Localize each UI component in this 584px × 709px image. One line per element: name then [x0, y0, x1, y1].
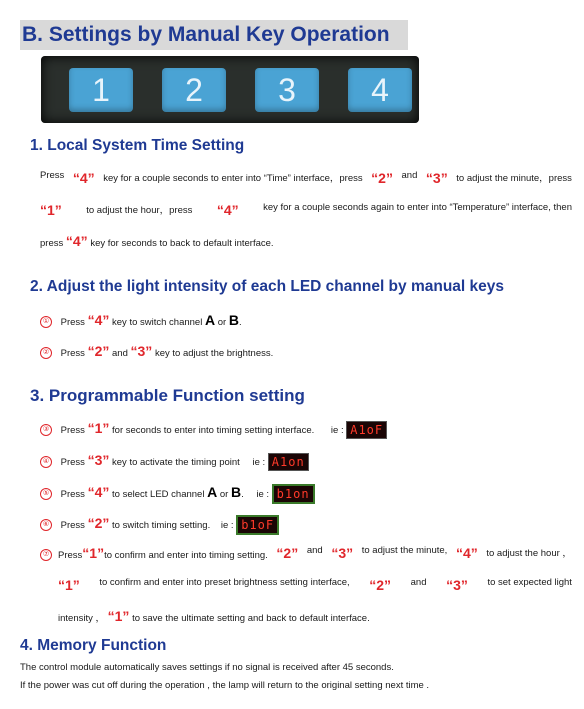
s1-line-1: [40, 170, 572, 186]
text: and: [306, 545, 323, 556]
text: Press: [60, 489, 85, 500]
text: or: [219, 489, 229, 500]
text: to adjust the minute,: [361, 545, 448, 556]
key-ref: “4”: [65, 233, 88, 249]
key-ref: “3”: [130, 343, 153, 359]
key-4: 4: [348, 68, 412, 112]
section-2-heading: 2. Adjust the light intensity of each LED channel by manual keys: [30, 278, 504, 295]
s3-item-5-line-3: [58, 608, 370, 624]
text: ie :: [256, 489, 270, 500]
text: and: [410, 577, 427, 588]
key-ref: “3”: [87, 452, 110, 468]
bullet-number: ④: [40, 456, 52, 468]
text: to switch timing setting.: [112, 520, 211, 531]
text: for seconds to enter into timing setting interface.: [112, 425, 315, 436]
key-ref: “4”: [72, 170, 95, 186]
text: Press: [60, 520, 85, 531]
text: key to adjust the brightness.: [154, 348, 274, 359]
key-ref: “1”: [40, 202, 62, 218]
text: .: [241, 489, 244, 500]
text: to select LED channel: [112, 489, 205, 500]
s3-item-3: [40, 484, 315, 504]
bullet-number: ②: [40, 347, 52, 359]
s3-item-5-line-1: [40, 545, 572, 561]
key-ref: “4”: [216, 202, 239, 218]
s4-line-1: The control module automatically saves settings if no signal is received after 45 seconds.: [20, 662, 394, 673]
key-3: 3: [255, 68, 319, 112]
key-ref: “2”: [276, 545, 299, 561]
key-ref: “2”: [87, 515, 110, 531]
text: Press: [58, 550, 83, 561]
key-ref: “4”: [87, 312, 110, 328]
bullet-number: ⑥: [40, 519, 52, 531]
s1-line-3: [40, 233, 274, 249]
led-display: b1on: [272, 484, 315, 504]
text: to adjust the hour，press: [86, 205, 193, 216]
text: to set expected light: [487, 577, 572, 588]
text: to adjust the hour ，: [486, 548, 572, 559]
text: Press: [60, 457, 85, 468]
page-title: B. Settings by Manual Key Operation: [22, 23, 390, 46]
led-display: b1oF: [236, 515, 279, 535]
bullet-number: ③: [40, 424, 52, 436]
text: key to switch channel: [112, 317, 203, 328]
channel-letter: A: [204, 312, 216, 328]
bullet-number: ⑦: [40, 549, 52, 561]
s1-line-2: [40, 202, 572, 218]
s3-item-1: [40, 420, 387, 439]
text: to confirm and enter into timing setting.: [104, 550, 268, 561]
bullet-number: ⑤: [40, 488, 52, 500]
s2-item-2: [40, 343, 273, 359]
channel-letter: B: [228, 312, 239, 328]
section-1-heading: 1. Local System Time Setting: [30, 137, 245, 154]
key-ref: “1”: [82, 545, 105, 561]
channel-letter: A: [207, 484, 218, 500]
led-display: A1on: [268, 453, 309, 471]
text: key for seconds to back to default interface.: [90, 238, 274, 249]
text: Press: [40, 170, 65, 181]
text: to save the ultimate setting and back to default interface.: [132, 613, 370, 624]
text: to adjust the minute，press: [456, 173, 572, 184]
text: to confirm and enter into preset brightness setting interface,: [99, 577, 350, 588]
text: Press: [60, 317, 85, 328]
text: .: [238, 317, 242, 328]
key-ref: “3”: [425, 170, 448, 186]
s3-item-5-line-2: [58, 577, 572, 593]
text: key to activate the timing point: [112, 457, 240, 468]
key-ref: “4”: [455, 545, 478, 561]
text: intensity ，: [58, 613, 105, 624]
s2-item-1: [40, 312, 242, 328]
key-ref: “1”: [58, 577, 80, 593]
text: press: [40, 238, 64, 249]
text: ie :: [252, 457, 266, 468]
text: ie :: [330, 425, 344, 436]
text: key for a couple seconds again to enter into “Temperature” interface, then: [263, 202, 572, 213]
key-ref: “3”: [446, 577, 468, 593]
s4-line-2: If the power was cut off during the operation , the lamp will return to the original setting next time .: [20, 680, 430, 691]
s3-item-2: [40, 452, 309, 471]
keypad-photo: [41, 56, 419, 123]
text: Press: [60, 348, 85, 359]
key-ref: “2”: [369, 577, 392, 593]
key-1: 1: [69, 68, 133, 112]
led-display: A1oF: [346, 421, 387, 439]
key-ref: “2”: [371, 170, 393, 186]
text: key for a couple seconds to enter into “Time” interface，press: [103, 173, 363, 184]
text: Press: [60, 425, 85, 436]
section-3-heading: 3. Programmable Function setting: [30, 386, 305, 405]
key-2: 2: [162, 68, 226, 112]
key-ref: “2”: [87, 343, 110, 359]
key-ref: “3”: [331, 545, 354, 561]
channel-letter: B: [230, 484, 242, 500]
s3-item-4: [40, 515, 279, 535]
section-4-heading: 4. Memory Function: [20, 637, 167, 654]
text: and: [401, 170, 418, 181]
key-ref: “1”: [87, 420, 110, 436]
key-ref: “1”: [107, 608, 130, 624]
bullet-number: ①: [40, 316, 52, 328]
text: and: [112, 348, 128, 359]
text: or: [217, 317, 227, 328]
text: ie :: [220, 520, 234, 531]
key-ref: “4”: [87, 484, 110, 500]
